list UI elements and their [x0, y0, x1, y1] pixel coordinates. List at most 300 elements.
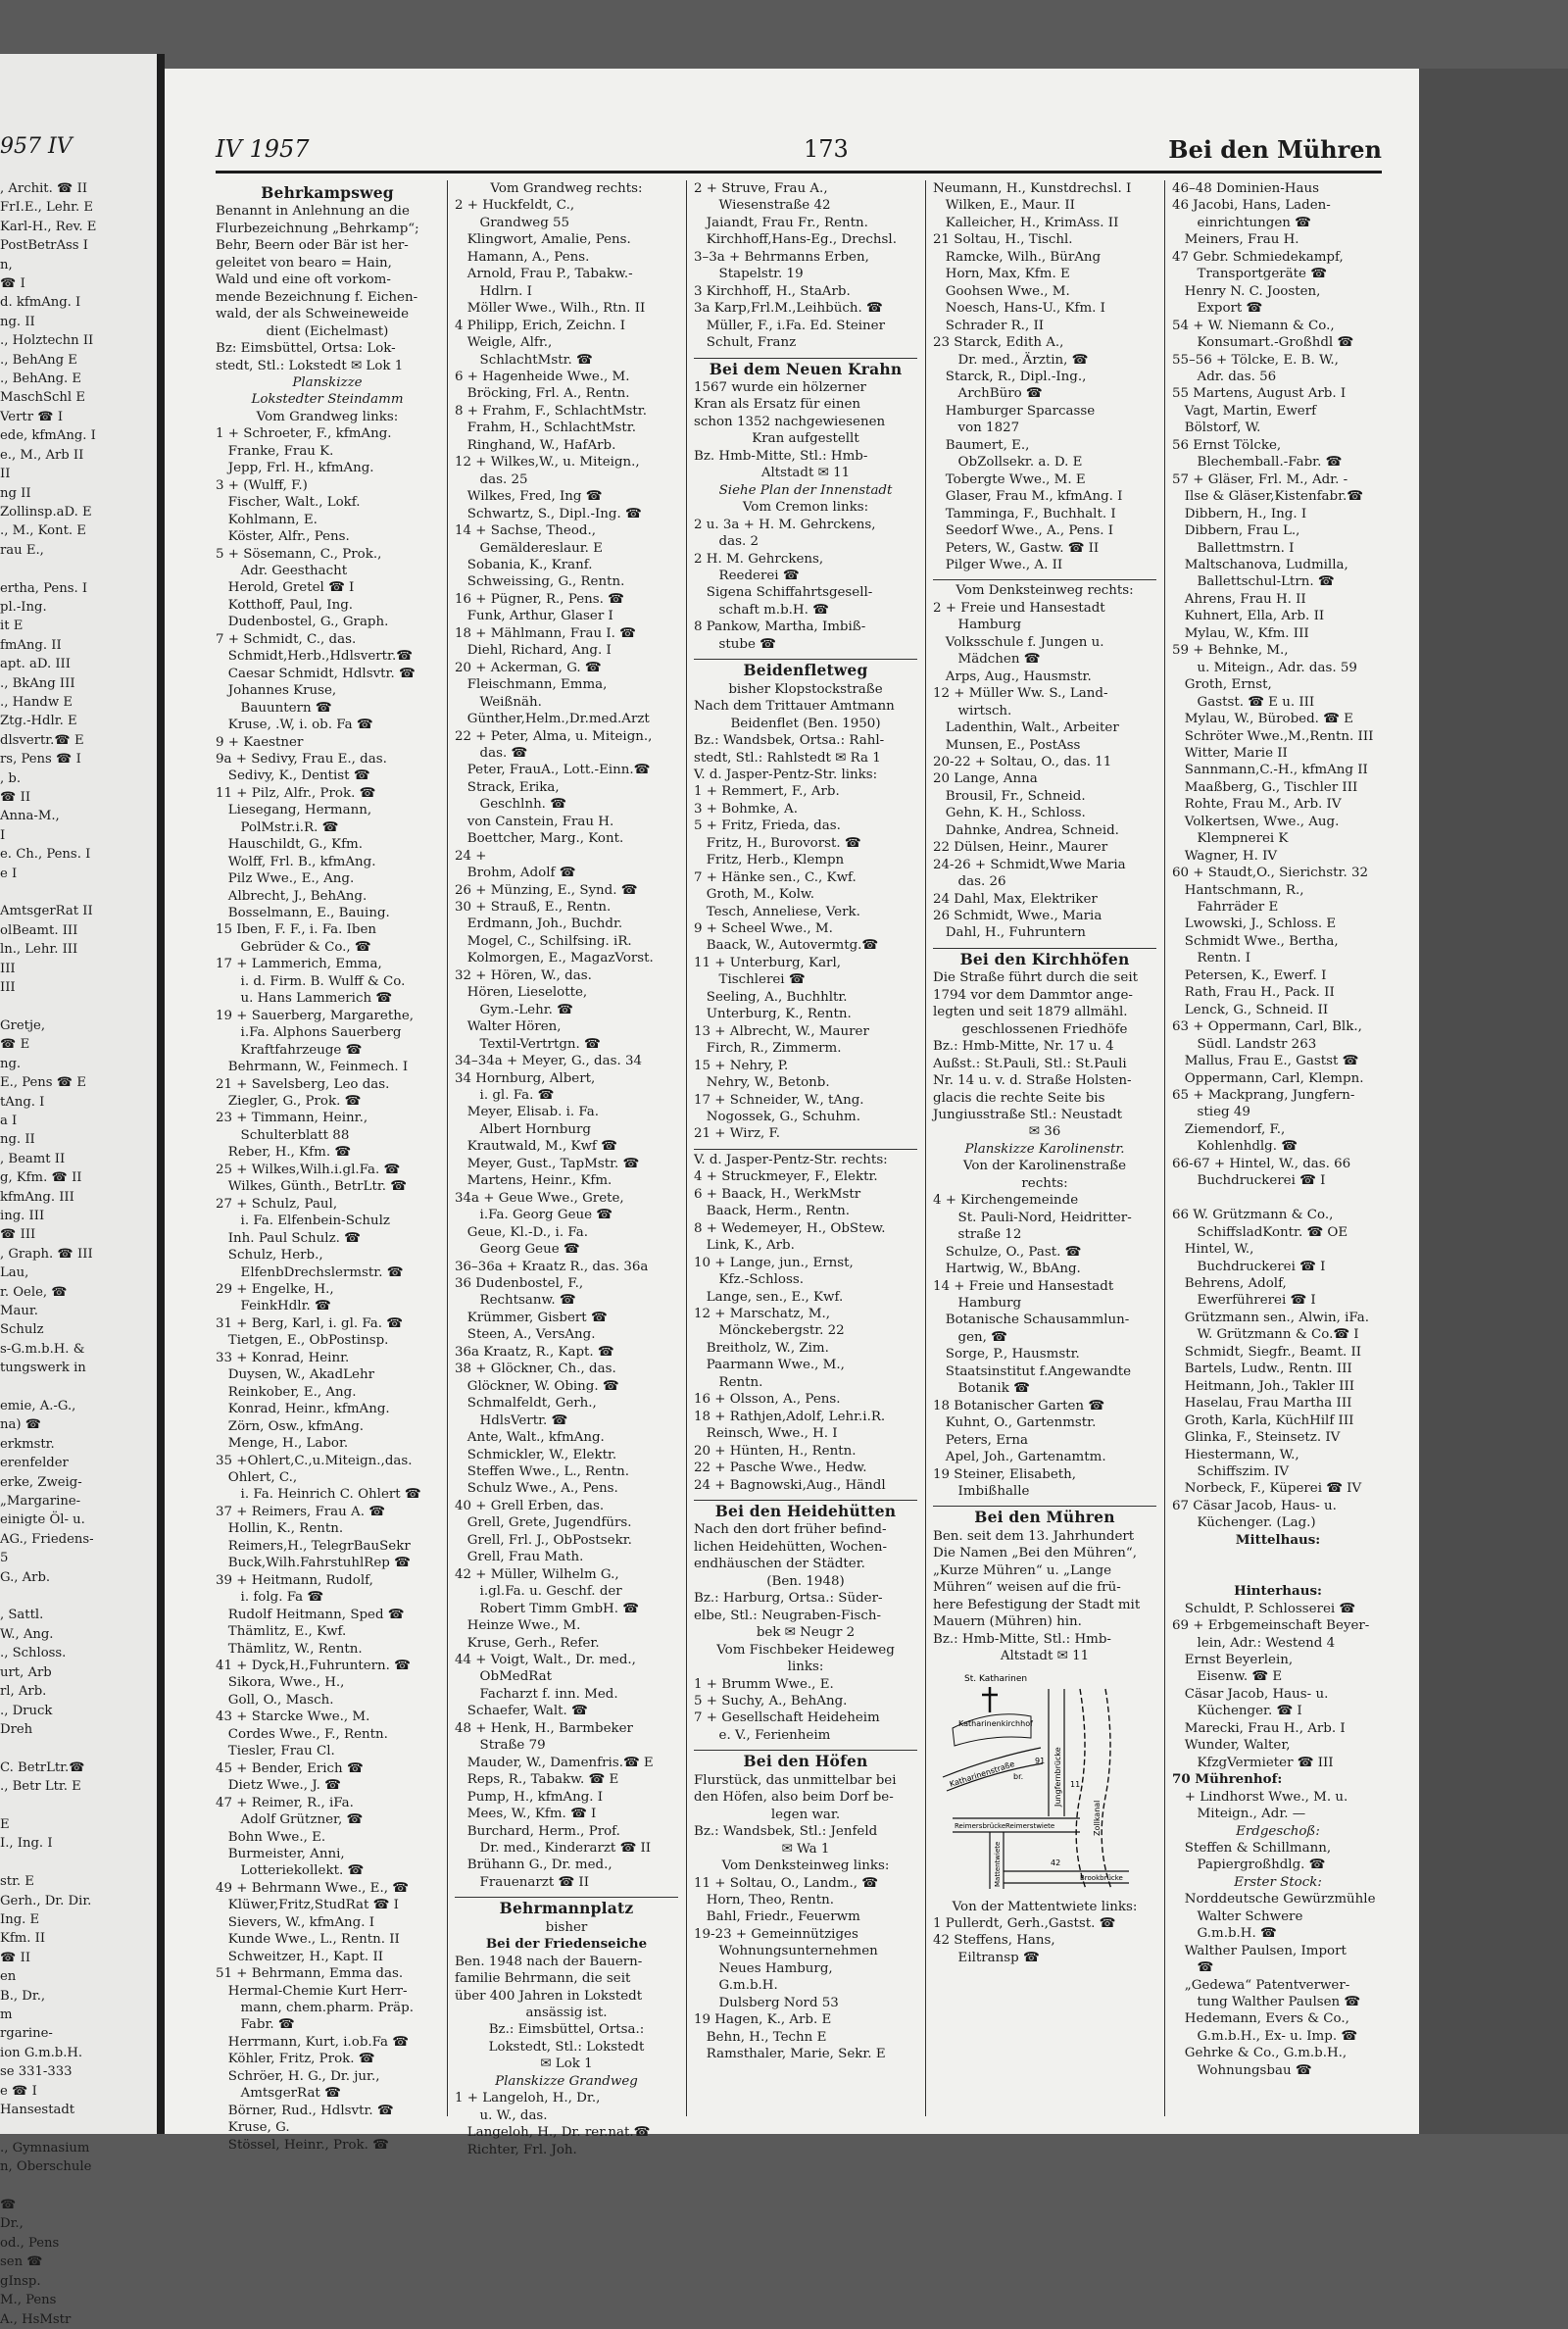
directory-entry: Schröer, H. G., Dr. jur.,	[216, 2068, 380, 2084]
directory-entry: Goll, O., Masch.	[216, 1692, 334, 1708]
left-page-line: rl, Arb.	[0, 1684, 47, 1700]
left-page-line: ☎ E	[0, 1037, 30, 1053]
directory-entry: Pilz Wwe., E., Ang.	[216, 871, 355, 887]
column-5	[1172, 180, 1384, 2116]
directory-entry: Schwartz, S., Dipl.-Ing. ☎	[455, 506, 642, 521]
directory-entry: Außst.: St.Pauli, Stl.: St.Pauli	[933, 1056, 1127, 1071]
directory-entry: Staatsinstitut f.Angewandte	[933, 1363, 1132, 1379]
left-page-line: ☎ II	[0, 790, 31, 805]
directory-entry: St. Pauli-Nord, Heidritter-	[933, 1210, 1132, 1225]
directory-entry: Reinsch, Wwe., H. I	[694, 1426, 838, 1442]
directory-entry: das. 26	[933, 874, 1006, 890]
directory-entry: 19 + Sauerberg, Margarethe,	[216, 1008, 415, 1023]
directory-entry: Bz.: Eimsbüttel, Ortsa.:	[488, 2022, 645, 2038]
directory-page	[165, 69, 1419, 2157]
left-page-line: G., Arb.	[0, 1569, 51, 1585]
directory-entry: ansässig ist.	[525, 2006, 608, 2021]
directory-entry: 6 + Hagenheide Wwe., M.	[455, 369, 630, 384]
directory-entry: Sannmann,C.-H., kfmAng II	[1172, 763, 1368, 778]
left-page-line: a I	[0, 1113, 18, 1128]
directory-entry: Miteign., Adr. —	[1172, 1807, 1306, 1822]
directory-entry: Meyer, Gust., TapMstr. ☎	[455, 1156, 640, 1171]
directory-entry: Heinze Wwe., M.	[455, 1618, 581, 1634]
directory-entry: Gehn, K. H., Schloss.	[933, 806, 1086, 821]
left-page-line: rau E.,	[0, 542, 44, 558]
directory-entry: Schmickler, W., Elektr.	[455, 1447, 617, 1462]
left-page-line: n,	[0, 257, 13, 273]
left-page-line	[0, 1797, 155, 1815]
directory-entry: Straße 79	[455, 1738, 546, 1754]
directory-entry: ✉ Lok 1	[540, 2056, 593, 2072]
directory-entry: 65 + Mackprang, Jungfern-	[1172, 1088, 1355, 1104]
directory-entry: Volksschule f. Jungen u.	[933, 634, 1104, 650]
left-page-line: urt, Arb	[0, 1664, 52, 1680]
directory-entry: 1 + Brumm Wwe., E.	[694, 1676, 834, 1692]
directory-entry: 11 + Pilz, Alfr., Prok. ☎	[216, 785, 376, 801]
directory-entry: 3a Karp,Frl.M.,Leihbüch. ☎	[694, 301, 883, 317]
directory-entry: Martens, Heinr., Kfm.	[455, 1173, 612, 1189]
left-page-line: e., M., Arb II	[0, 447, 84, 463]
directory-entry: Rath, Frau H., Pack. II	[1172, 985, 1335, 1001]
left-page-line: ☎	[0, 2198, 17, 2213]
left-page-line: Vertr ☎ I	[0, 409, 64, 424]
directory-entry: Kohlenhdlg. ☎	[1172, 1139, 1298, 1155]
directory-entry: Köhler, Fritz, Prok. ☎	[216, 2052, 375, 2067]
directory-entry: Bölstorf, W.	[1172, 421, 1261, 436]
directory-entry: 46 Jacobi, Hans, Laden-	[1172, 198, 1331, 214]
directory-entry: 24 +	[455, 848, 487, 864]
directory-entry: 6 + Baack, H., WerkMstr	[694, 1186, 861, 1202]
directory-entry: mende Bezeichnung f. Eichen-	[216, 289, 418, 305]
directory-entry: Mauern (Mühren) hin.	[933, 1614, 1082, 1630]
directory-entry: Meyer, Elisab. i. Fa.	[455, 1105, 600, 1120]
directory-entry: G.m.b.H.	[694, 1978, 778, 1994]
directory-entry: Von der Karolinenstraße	[962, 1159, 1127, 1174]
page-header-street: Bei den Mühren	[1168, 135, 1382, 164]
directory-entry: Adolf Grützner, ☎	[216, 1812, 364, 1828]
directory-entry: Vom Fischbeker Heideweg	[716, 1642, 895, 1658]
left-page-line: Gretje,	[0, 1017, 46, 1033]
directory-entry: wirtsch.	[933, 703, 1012, 719]
directory-entry: Kolmorgen, E., MagazVorst.	[455, 951, 654, 966]
directory-entry: 17 + Lammerich, Emma,	[216, 957, 382, 972]
directory-entry: Schmidt,Herb.,Hdlsvertr.☎	[216, 649, 413, 665]
directory-entry: Bosselmann, E., Bauing.	[216, 906, 390, 921]
directory-entry: 57 + Gläser, Frl. M., Adr. -	[1172, 471, 1348, 487]
directory-entry: Dulsberg Nord 53	[694, 1995, 839, 2010]
directory-entry: Thämlitz, E., Kwf.	[216, 1624, 347, 1640]
left-page-line	[0, 1587, 155, 1606]
directory-entry: 59 + Behnke, M.,	[1172, 643, 1289, 659]
directory-entry: Wilkes, Fred, Ing ☎	[455, 489, 603, 505]
directory-entry	[1172, 1566, 1384, 1583]
directory-entry: Gym.-Lehr. ☎	[455, 1002, 573, 1017]
directory-entry: i. gl. Fa. ☎	[455, 1088, 555, 1104]
left-page-line: tungswerk in	[0, 1361, 86, 1376]
directory-entry: Grell, Grete, Jugendfürs.	[455, 1515, 632, 1531]
directory-entry: AmtsgerRat ☎	[216, 2086, 341, 2102]
directory-entry: Nogossek, G., Schuhm.	[694, 1110, 860, 1125]
street-heading: Vom Denksteinweg rechts:	[933, 579, 1156, 599]
directory-entry: Fahrräder E	[1172, 900, 1279, 916]
map-label: 11	[1070, 1779, 1081, 1789]
directory-entry: Marecki, Frau H., Arb. I	[1172, 1720, 1346, 1736]
left-page-line: rs, Pens ☎ I	[0, 752, 81, 768]
directory-entry: von 1827	[933, 421, 1020, 436]
directory-entry: 4 + Kirchengemeinde	[933, 1193, 1079, 1209]
directory-entry: u. W., das.	[455, 2107, 548, 2123]
directory-entry: 23 Starck, Edith A.,	[933, 335, 1064, 351]
directory-entry: 42 + Müller, Wilhelm G.,	[455, 1566, 619, 1582]
directory-entry: Neues Hamburg,	[694, 1960, 833, 1976]
directory-entry: Rentn.	[694, 1374, 763, 1390]
directory-entry: Behrens, Adolf,	[1172, 1276, 1287, 1291]
directory-entry: Arps, Aug., Hausmstr.	[933, 669, 1092, 684]
directory-entry: 11 + Soltau, O., Landm., ☎	[694, 1875, 878, 1891]
left-page-line: ., Betr Ltr. E	[0, 1779, 81, 1795]
directory-entry: Kunde Wwe., L., Rentn. II	[216, 1932, 400, 1948]
street-heading: Bei den Heidehütten	[694, 1500, 917, 1519]
directory-entry: Hamann, A., Pens.	[455, 249, 590, 265]
left-page-line: Anna-M.,	[0, 809, 60, 824]
directory-entry: den Höfen, also beim Dorf be-	[694, 1790, 894, 1806]
directory-entry: 34a + Geue Wwe., Grete,	[455, 1190, 624, 1206]
directory-entry: Kran aufgestellt	[752, 431, 859, 447]
directory-entry: Herrmann, Kurt, i.ob.Fa ☎	[216, 2034, 409, 2050]
directory-entry: Botanik ☎	[933, 1381, 1030, 1397]
directory-entry: ✉ Wa 1	[781, 1841, 830, 1857]
directory-entry: Tiesler, Frau Cl.	[216, 1744, 335, 1759]
directory-entry: Hamburger Sparcasse	[933, 403, 1096, 419]
directory-entry: Export ☎	[1172, 301, 1263, 317]
directory-entry: Schweitzer, H., Kapt. II	[216, 1949, 384, 1964]
directory-entry: Planskizze Grandweg	[495, 2073, 638, 2089]
directory-entry: Wunder, Walter,	[1172, 1738, 1291, 1754]
directory-entry: Ernst Beyerlein,	[1172, 1652, 1294, 1667]
directory-entry: Von der Mattentwiete links:	[952, 1899, 1138, 1914]
directory-entry: Ziemendorf, F.,	[1172, 1121, 1286, 1137]
directory-entry: Burmeister, Anni,	[216, 1846, 345, 1861]
directory-entry: 21 + Wirz, F.	[694, 1126, 781, 1142]
header-rule	[216, 171, 1382, 173]
directory-entry: 63 + Oppermann, Carl, Blk.,	[1172, 1019, 1362, 1035]
directory-entry: Gemäldereslaur. E	[455, 540, 603, 556]
directory-entry: Dr. med., Ärztin, ☎	[933, 352, 1089, 368]
left-page-line	[0, 997, 155, 1016]
left-page-line: Gerh., Dr. Dir.	[0, 1893, 92, 1908]
left-page-line: pl.-Ing.	[0, 599, 47, 615]
directory-entry: einrichtungen ☎	[1172, 215, 1311, 230]
directory-entry: Küchenger. ☎ I	[1172, 1704, 1302, 1719]
directory-entry: das. 2	[694, 534, 759, 550]
directory-entry: Dahnke, Andrea, Schneid.	[933, 822, 1119, 838]
directory-entry: Langeloh, H., Dr. rer.nat.☎	[455, 2125, 651, 2141]
directory-entry: 56 Ernst Tölcke,	[1172, 437, 1282, 453]
directory-entry: 1 + Schroeter, F., kfmAng.	[216, 426, 392, 442]
left-page-line	[0, 1378, 155, 1397]
left-page-line: ., Holztechn II	[0, 333, 94, 349]
left-page-line: PostBetrAss I	[0, 238, 88, 254]
directory-entry: 26 Schmidt, Wwe., Maria	[933, 909, 1102, 924]
directory-entry: 7 + Schmidt, C., das.	[216, 631, 357, 647]
directory-entry: 1 + Remmert, F., Arb.	[694, 784, 840, 800]
directory-entry: Oppermann, Carl, Klempn.	[1172, 1070, 1364, 1086]
directory-entry: Wagner, H. IV	[1172, 848, 1278, 864]
directory-entry: 51 + Behrmann, Emma das.	[216, 1966, 404, 1982]
directory-entry: Schulz Wwe., A., Pens.	[455, 1481, 618, 1497]
zollkanal	[1076, 1689, 1086, 1889]
left-page-line: erenfelder	[0, 1456, 69, 1471]
column-divider	[686, 180, 687, 2116]
directory-entry: Bei der Friedenseiche	[485, 1936, 648, 1953]
directory-entry: Glaser, Frau M., kfmAng. I	[933, 489, 1123, 505]
directory-entry: Peters, Erna	[933, 1432, 1028, 1448]
directory-entry: Bohn Wwe., E.	[216, 1829, 326, 1845]
directory-entry: Bartels, Ludw., Rentn. III	[1172, 1362, 1352, 1377]
directory-entry: 21 Soltau, H., Tischl.	[933, 232, 1073, 248]
directory-entry: Möller Wwe., Wilh., Rtn. II	[455, 301, 646, 317]
directory-entry: Zörn, Osw., kfmAng.	[216, 1418, 365, 1434]
directory-entry: Schrader R., II	[933, 318, 1045, 333]
directory-entry: Konsumart.-Großhdl ☎	[1172, 335, 1354, 351]
directory-entry: Altstadt ✉ 11	[1000, 1649, 1090, 1664]
column-2	[455, 180, 678, 2157]
directory-entry: 17 + Schneider, W., tAng.	[694, 1092, 864, 1108]
directory-entry: Hinterhaus:	[1234, 1583, 1322, 1600]
directory-entry: Nach dem Trittauer Amtmann	[694, 699, 895, 715]
directory-entry: Hamburg	[933, 618, 1022, 633]
directory-entry: Bz.: Harburg, Ortsa.: Süder-	[694, 1591, 883, 1607]
directory-entry: 20 Lange, Anna	[933, 771, 1038, 787]
directory-entry: Schmidt, Siegfr., Beamt. II	[1172, 1344, 1362, 1360]
directory-entry: 55 Martens, August Arb. I	[1172, 386, 1347, 402]
directory-entry: 40 + Grell Erben, das.	[455, 1498, 605, 1513]
column-divider	[1164, 180, 1165, 2116]
directory-entry: das. ☎	[455, 745, 528, 761]
left-page-line: , b.	[0, 770, 22, 786]
directory-entry: + Lindhorst Wwe., M. u.	[1172, 1789, 1348, 1805]
left-page-line: fmAng. II	[0, 637, 62, 653]
street-heading: Bei den Höfen	[694, 1750, 917, 1769]
directory-entry: 41 + Dyck,H.,Fuhruntern. ☎	[216, 1658, 411, 1673]
directory-entry: 18 + Rathjen,Adolf, Lehr.i.R.	[694, 1409, 886, 1424]
left-page-line: A., HsMstr	[0, 2311, 72, 2327]
street-heading: Bei dem Neuen Krahn	[694, 358, 917, 377]
directory-entry: Henry N. C. Joosten,	[1172, 283, 1321, 299]
left-page-line: Hansestadt	[0, 2103, 75, 2118]
directory-entry: Seeling, A., Buchhltr.	[694, 989, 848, 1005]
left-page-line: se 331-333	[0, 2064, 73, 2080]
left-page-line: Karl-H., Rev. E	[0, 219, 97, 234]
directory-entry: Hartwig, W., BbAng.	[933, 1262, 1081, 1277]
directory-entry: Ziegler, G., Prok. ☎	[216, 1094, 362, 1110]
left-page-line: AG., Friedens-	[0, 1531, 94, 1547]
directory-entry: Arnold, Frau P., Tabakw.-	[455, 267, 633, 282]
directory-entry: Munsen, E., PostAss	[933, 737, 1081, 753]
directory-entry: 47 + Reimer, R., iFa.	[216, 1795, 354, 1810]
directory-entry: Haselau, Frau Martha III	[1172, 1396, 1352, 1412]
directory-entry: 13 + Albrecht, W., Maurer	[694, 1023, 869, 1039]
directory-entry: links:	[787, 1660, 824, 1675]
directory-entry: Kfz.-Schloss.	[694, 1272, 804, 1288]
directory-entry: Müller, F., i.Fa. Ed. Steiner	[694, 318, 885, 333]
left-page-line: ede, kfmAng. I	[0, 428, 96, 444]
directory-entry: Behr, Beern oder Bär ist her-	[216, 238, 409, 254]
directory-entry: 38 + Glöckner, Ch., das.	[455, 1362, 616, 1377]
column-divider	[447, 180, 448, 2116]
directory-entry: Nehry, W., Betonb.	[694, 1075, 830, 1091]
directory-entry: 24-26 + Schmidt,Wwe Maria	[933, 857, 1126, 872]
directory-entry: Albrecht, J., BehAng.	[216, 888, 368, 904]
directory-entry: Walter Hören,	[455, 1019, 562, 1035]
directory-entry: Bz.: Wandsbek, Stl.: Jenfeld	[694, 1824, 878, 1840]
left-page-line: C. BetrLtr.☎	[0, 1759, 85, 1775]
left-page-line: emie, A.-G.,	[0, 1399, 76, 1413]
left-page-line: ing. III	[0, 1208, 45, 1223]
directory-entry: 60 + Staudt,O., Sierichstr. 32	[1172, 866, 1369, 881]
left-page-line: AmtsgerRat II	[0, 904, 93, 919]
directory-entry: Wolff, Frl. B., kfmAng.	[216, 854, 376, 869]
directory-entry: 3 + Bohmke, A.	[694, 801, 798, 817]
directory-entry: Kotthoff, Paul, Ing.	[216, 597, 354, 613]
directory-entry: 4 + Struckmeyer, F., Elektr.	[694, 1169, 878, 1185]
directory-entry: Vom Grandweg rechts:	[490, 181, 643, 196]
directory-entry: Hamburg	[933, 1296, 1022, 1311]
directory-entry: Adr. Geesthacht	[216, 563, 348, 578]
left-page-line: „Margarine-	[0, 1494, 81, 1510]
street-heading: V. d. Jasper-Pentz-Str. rechts:	[694, 1149, 917, 1168]
directory-entry: Frauenarzt ☎ II	[455, 1874, 589, 1890]
directory-entry: straße 12	[933, 1227, 1022, 1243]
left-page-line: apt. aD. III	[0, 657, 71, 672]
directory-entry: Petersen, K., Ewerf. I	[1172, 967, 1327, 983]
directory-entry: endhäuschen der Städter.	[694, 1557, 865, 1572]
directory-entry: Adr. das. 56	[1172, 369, 1277, 384]
directory-entry: Ohlert, C.,	[216, 1469, 298, 1485]
directory-entry: Ahrens, Frau H. II	[1172, 591, 1306, 607]
directory-entry: Brousil, Fr., Schneid.	[933, 788, 1086, 804]
left-page-line: ng.	[0, 1056, 22, 1071]
left-page-header: 957 IV	[0, 134, 73, 159]
directory-entry: Neumann, H., Kunstdrechsl. I	[933, 181, 1132, 196]
directory-entry: (Ben. 1948)	[766, 1573, 845, 1589]
directory-entry: Bz.: Wandsbek, Ortsa.: Rahl-	[694, 733, 885, 749]
left-page-line: ., Handw E	[0, 694, 73, 710]
directory-entry: Dr. med., Kinderarzt ☎ II	[455, 1840, 652, 1856]
directory-entry: Lokstedter Steindamm	[251, 392, 404, 408]
directory-entry: Mittelhaus:	[1235, 1531, 1321, 1548]
left-page-line: sen ☎	[0, 2255, 43, 2270]
directory-entry: SchiffsladKontr. ☎ OE	[1172, 1224, 1348, 1240]
directory-entry: Seedorf Wwe., A., Pens. I	[933, 523, 1114, 539]
left-page-line: einigte Öl- u.	[0, 1512, 85, 1528]
left-page-line: Lau,	[0, 1265, 29, 1281]
directory-entry: Schulz, Herb.,	[216, 1248, 323, 1264]
directory-entry: 12 + Wilkes,W., u. Miteign.,	[455, 455, 640, 471]
left-page-line: ., BehAng E	[0, 352, 77, 368]
directory-entry: Ben. seit dem 13. Jahrhundert	[933, 1528, 1135, 1544]
directory-entry: Klingwort, Amalie, Pens.	[455, 232, 631, 248]
directory-entry: Grützmann sen., Alwin, iFa.	[1172, 1310, 1370, 1325]
directory-entry: Dudenbostel, G., Graph.	[216, 615, 389, 630]
directory-entry: 12 + Marschatz, M.,	[694, 1307, 831, 1321]
directory-entry: Albert Hornburg	[455, 1121, 591, 1137]
left-page-line: M., Pens	[0, 2293, 57, 2308]
left-page-line: m	[0, 2007, 13, 2022]
directory-entry: Kruse, .W, i. ob. Fa ☎	[216, 718, 373, 733]
directory-entry: Geue, Kl.-D., i. Fa.	[455, 1224, 588, 1240]
directory-entry: 16 + Olsson, A., Pens.	[694, 1392, 841, 1408]
directory-entry: u. Hans Lammerich ☎	[216, 991, 393, 1007]
left-page-line: W., Ang.	[0, 1626, 54, 1642]
left-page-line: , Sattl.	[0, 1608, 44, 1623]
left-page-line: od., Pens	[0, 2235, 60, 2251]
directory-entry: Bahl, Friedr., Feuerwm	[694, 1909, 860, 1925]
directory-entry: Mogel, C., Schilfsing. iR.	[455, 933, 632, 949]
directory-entry: 36 Dudenbostel, F.,	[455, 1276, 584, 1291]
left-page-line: FrI.E., Lehr. E	[0, 200, 93, 216]
directory-entry: 11 + Unterburg, Karl,	[694, 955, 841, 970]
left-page-line: ., Druck	[0, 1703, 53, 1718]
directory-entry: e. V., Ferienheim	[694, 1727, 831, 1743]
directory-entry: Herold, Gretel ☎ I	[216, 580, 355, 596]
directory-entry: Vom Grandweg links:	[256, 409, 399, 424]
left-page-line: ☎ II	[0, 1950, 31, 1965]
directory-entry: das. 25	[455, 471, 528, 487]
directory-entry: 23 + Timmann, Heinr.,	[216, 1111, 368, 1126]
left-page-line: E	[0, 1816, 10, 1832]
directory-entry: 18 + Mählmann, Frau I. ☎	[455, 625, 636, 641]
directory-entry: Weigle, Alfr.,	[455, 335, 553, 351]
directory-entry: Stössel, Heinr., Prok. ☎	[216, 2137, 389, 2153]
directory-entry: Brühann G., Dr. med.,	[455, 1858, 612, 1873]
directory-entry: mann, chem.pharm. Präp.	[216, 2001, 414, 2016]
directory-entry: 39 + Heitmann, Rudolf,	[216, 1572, 373, 1588]
directory-entry: Meiners, Frau H.	[1172, 232, 1299, 248]
directory-entry: Ante, Walt., kfmAng.	[455, 1430, 605, 1446]
directory-entry: Baumert, E.,	[933, 437, 1030, 453]
directory-entry: 29 + Engelke, H.,	[216, 1282, 334, 1297]
directory-entry: Ramcke, Wilh., BürAng	[933, 249, 1102, 265]
directory-entry: 19-23 + Gemeinnütziges	[694, 1926, 858, 1942]
directory-entry: 2 + Struve, Frau A.,	[694, 181, 828, 196]
directory-entry: Kruse, Gerh., Refer.	[455, 1635, 600, 1651]
directory-entry: Mallus, Frau E., Gastst ☎	[1172, 1054, 1359, 1069]
map-label: Jungfernbrücke	[1054, 1746, 1062, 1807]
directory-entry	[1172, 1549, 1384, 1565]
directory-entry: Schröter Wwe.,M.,Rentn. III	[1172, 728, 1374, 744]
directory-entry: Menge, H., Labor.	[216, 1436, 349, 1452]
directory-entry: i. folg. Fa ☎	[216, 1590, 324, 1606]
directory-entry: Ringhand, W., HafArb.	[455, 437, 616, 453]
directory-entry: Baack, Herm., Rentn.	[694, 1204, 851, 1219]
directory-entry: Noesch, Hans-U., Kfm. I	[933, 301, 1105, 317]
left-page-lines	[0, 179, 155, 2329]
map-label: br.	[1013, 1771, 1024, 1781]
left-page-line: olBeamt. III	[0, 922, 78, 938]
map-label: Zollkanal	[1093, 1800, 1102, 1836]
directory-entry: lichen Heidehütten, Wochen-	[694, 1539, 888, 1555]
directory-entry: 19 Hagen, K., Arb. E	[694, 2012, 832, 2028]
directory-entry: Burchard, Herm., Prof.	[455, 1823, 620, 1839]
left-page-line: ., Gymnasium	[0, 2140, 90, 2156]
directory-entry: Duysen, W., AkadLehr	[216, 1367, 375, 1383]
left-page-fragment	[0, 54, 157, 2327]
directory-entry: Die Straße führt durch die seit	[933, 970, 1138, 986]
directory-entry: 32 + Hören, W., das.	[455, 967, 592, 983]
directory-entry: HdlsVertr. ☎	[455, 1412, 568, 1428]
directory-entry: Groth, M., Kolw.	[694, 887, 815, 903]
